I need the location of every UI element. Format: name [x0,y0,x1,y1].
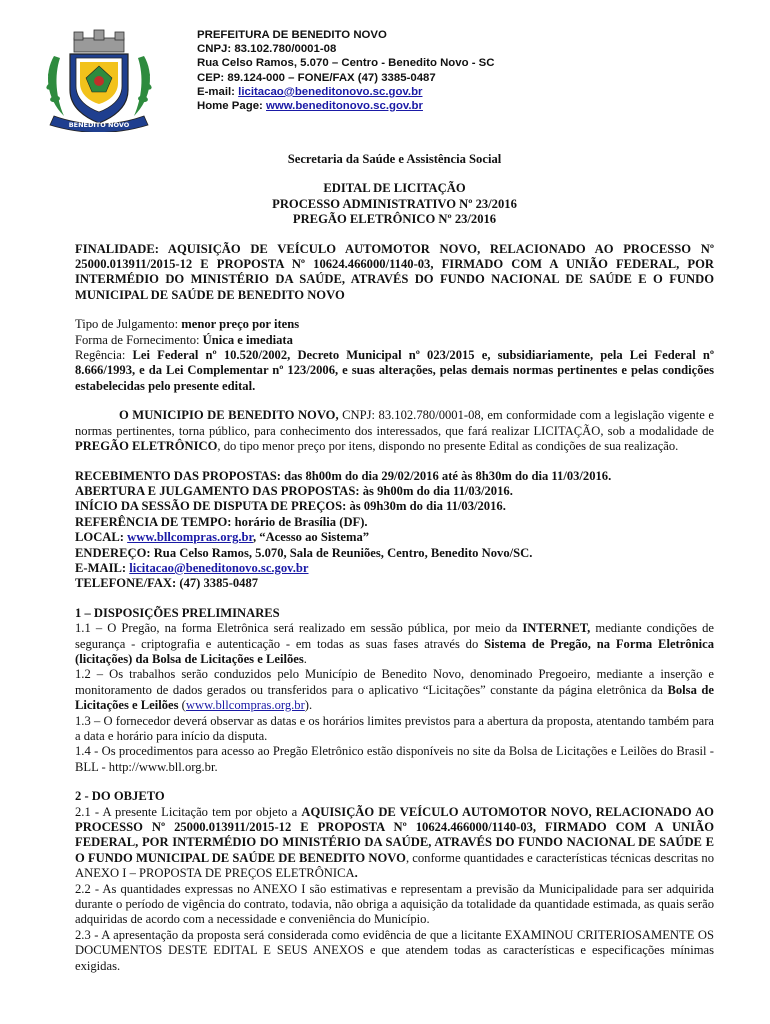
section-2-3: 2.3 - A apresentação da proposta será considerada como evidência de que a licitante EXAMINOU CRITERIOSAMENTE OS DOCUMENTOS DESTE EDITAL E SEUS ANEXOS e que atendem todas as características e especificações mínimas exigidas. [75,927,714,973]
email-link[interactable]: licitacao@beneditonovo.sc.gov.br [238,85,423,98]
municipal-crest-icon [40,28,158,132]
endereco-line: ENDEREÇO: Rua Celso Ramos, 5.070, Sala de Reuniões, Centro, Benedito Novo/SC. [75,545,533,560]
document-body [75,152,714,974]
edital-title: EDITAL DE LICITAÇÃO [323,181,466,196]
letterhead-text [197,28,495,113]
section-2-1: 2.1 - A presente Licitação tem por objeto a AQUISIÇÃO DE VEÍCULO AUTOMOTOR NOVO, RELACIONADO AO PROCESSO Nº 25000.013911/2015-12 E PROPOSTA Nº 10624.466000/1140-03, FIRMADO COM A UNIÃO FEDERAL, POR INTERMÉDIO DO MINISTÉRIO DA SAÚDE, ATRAVÉS DO FUNDO NACIONAL DE SAÚDE E O FUNDO MUNICIPAL DE SAÚDE DE BENEDITO NOVO, conforme quantidades e características técnicas descritas no ANEXO I – PROPOSTA DE PREÇOS ELETRÔNICA. [75,804,714,881]
email-line: E-mail: licitacao@beneditonovo.sc.gov.br [197,85,423,98]
bll-link-2[interactable]: www.bllcompras.org.br [185,698,305,713]
homepage-line: Home Page: www.beneditonovo.sc.gov.br [197,100,423,113]
referencia-line: REFERÊNCIA DE TEMPO: horário de Brasília (DF). [75,514,368,529]
schedule-block [75,469,714,592]
contact-email-link[interactable]: licitacao@beneditonovo.sc.gov.br [129,560,309,575]
homepage-link[interactable]: www.beneditonovo.sc.gov.br [266,100,423,113]
section-1-1: 1.1 – O Pregão, na forma Eletrônica será realizado em sessão pública, por meio da INTERNET, mediante condições de segurança - criptografia e autenticação - em todas as suas fases através do Sistema de Pregão, na Forma Eletrônica (licitações) da Bolsa de Licitações e Leilões. [75,621,714,666]
pregao-title: PREGÃO ELETRÔNICO Nº 23/2016 [292,212,497,227]
intro-paragraph: O MUNICIPIO DE BENEDITO NOVO, CNPJ: 83.102.780/0001-08, em conformidade com a legislação vigente e normas pertinentes, torna público, para conhecimento dos interessados, que fará realizar LICITAÇÃO, sob a modalidade de PREGÃO ELETRÔNICO, do tipo menor preço por itens, dispondo no presente Edital as condições de sua realização. [75,408,714,454]
section-1-3: 1.3 – O fornecedor deverá observar as datas e os horários limites previstos para a abertura da proposta, atentando também para a data e horário para início da disputa. [75,713,714,743]
bll-link[interactable]: www.bllcompras.org.br [127,530,253,545]
regencia: Regência: Lei Federal nº 10.520/2002, Decreto Municipal nº 023/2015 e, subsidiariamente, pela Lei Federal nº 8.666/1993, e da Lei Complementar nº 123/2006, e suas alterações, pelas demais normas pertinentes e pelas condições estabelecidas pelo presente edital. [75,348,714,393]
section-2-2: 2.2 - As quantidades expressas no ANEXO I são estimativas e representam a previsão da Municipalidade para ser adquirida durante o período de vigência do contrato, todavia, não obriga a aquisição da totalidade da quantidade estimada, as quais serão adquiridas de acordo com a necessidade e conveniência do Município. [75,881,714,927]
local-line: LOCAL: www.bllcompras.org.br, “Acesso ao Sistema” [75,530,370,545]
email-contact-line: E-MAIL: licitacao@beneditonovo.sc.gov.br [75,560,309,575]
telefone-line: TELEFONE/FAX: (47) 3385-0487 [75,576,259,591]
prefeitura-name: PREFEITURA DE BENEDITO NOVO [197,29,387,41]
section-2-title: 2 - DO OBJETO [75,789,165,804]
forma-fornecimento: Forma de Fornecimento: Única e imediata [75,332,293,347]
section-1-2: 1.2 – Os trabalhos serão conduzidos pelo Município de Benedito Novo, denominado Pregoeiro, mediante a inserção e monitoramento de dados gerados ou transferidos para o aplicativo “Licitações” constante da página eletrônica da Bolsa de Licitações e Leilões (www.bllcompras.org.br). [75,667,715,713]
abertura-line: ABERTURA E JULGAMENTO DAS PROPOSTAS: às 9h00m do dia 11/03/2016. [75,483,513,498]
section-1-4: 1.4 - Os procedimentos para acesso ao Pregão Eletrônico estão disponíveis no site da Bolsa de Licitações e Leilões do Brasil - BLL - http://www.bll.org.br. [75,744,714,774]
tipo-julgamento: Tipo de Julgamento: menor preço por itens [75,317,300,332]
secretaria-heading: Secretaria da Saúde e Assistência Social [287,152,502,166]
letterhead [40,22,740,134]
section-1-title: 1 – DISPOSIÇÕES PRELIMINARES [75,605,280,620]
crest-ribbon-text: BENEDITO NOVO [68,121,130,129]
cnpj-line: CNPJ: 83.102.780/0001-08 [197,43,337,56]
address-line: Rua Celso Ramos, 5.070 – Centro - Benedito Novo - SC [197,57,495,70]
cep-phone-line: CEP: 89.124-000 – FONE/FAX (47) 3385-0487 [197,71,436,84]
processo-title: PROCESSO ADMINISTRATIVO Nº 23/2016 [272,196,517,211]
finalidade-paragraph: FINALIDADE: AQUISIÇÃO DE VEÍCULO AUTOMOTOR NOVO, RELACIONADO AO PROCESSO Nº 25000.013911/2015-12 E PROPOSTA Nº 10624.466000/1140-03, FIRMADO COM A UNIÃO FEDERAL, POR INTERMÉDIO DO MINISTÉRIO DA SAÚDE, ATRAVÉS DO FUNDO NACIONAL DE SAÚDE E O FUNDO MUNICIPAL DE SAÚDE DE BENEDITO NOVO [75,241,714,302]
inicio-line: INÍCIO DA SESSÃO DE DISPUTA DE PREÇOS: às 09h30m do dia 11/03/2016. [75,499,506,514]
recebimento-line: RECEBIMENTO DAS PROPOSTAS: das 8h00m do dia 29/02/2016 até às 8h30m do dia 11/03/2016. [75,468,612,483]
